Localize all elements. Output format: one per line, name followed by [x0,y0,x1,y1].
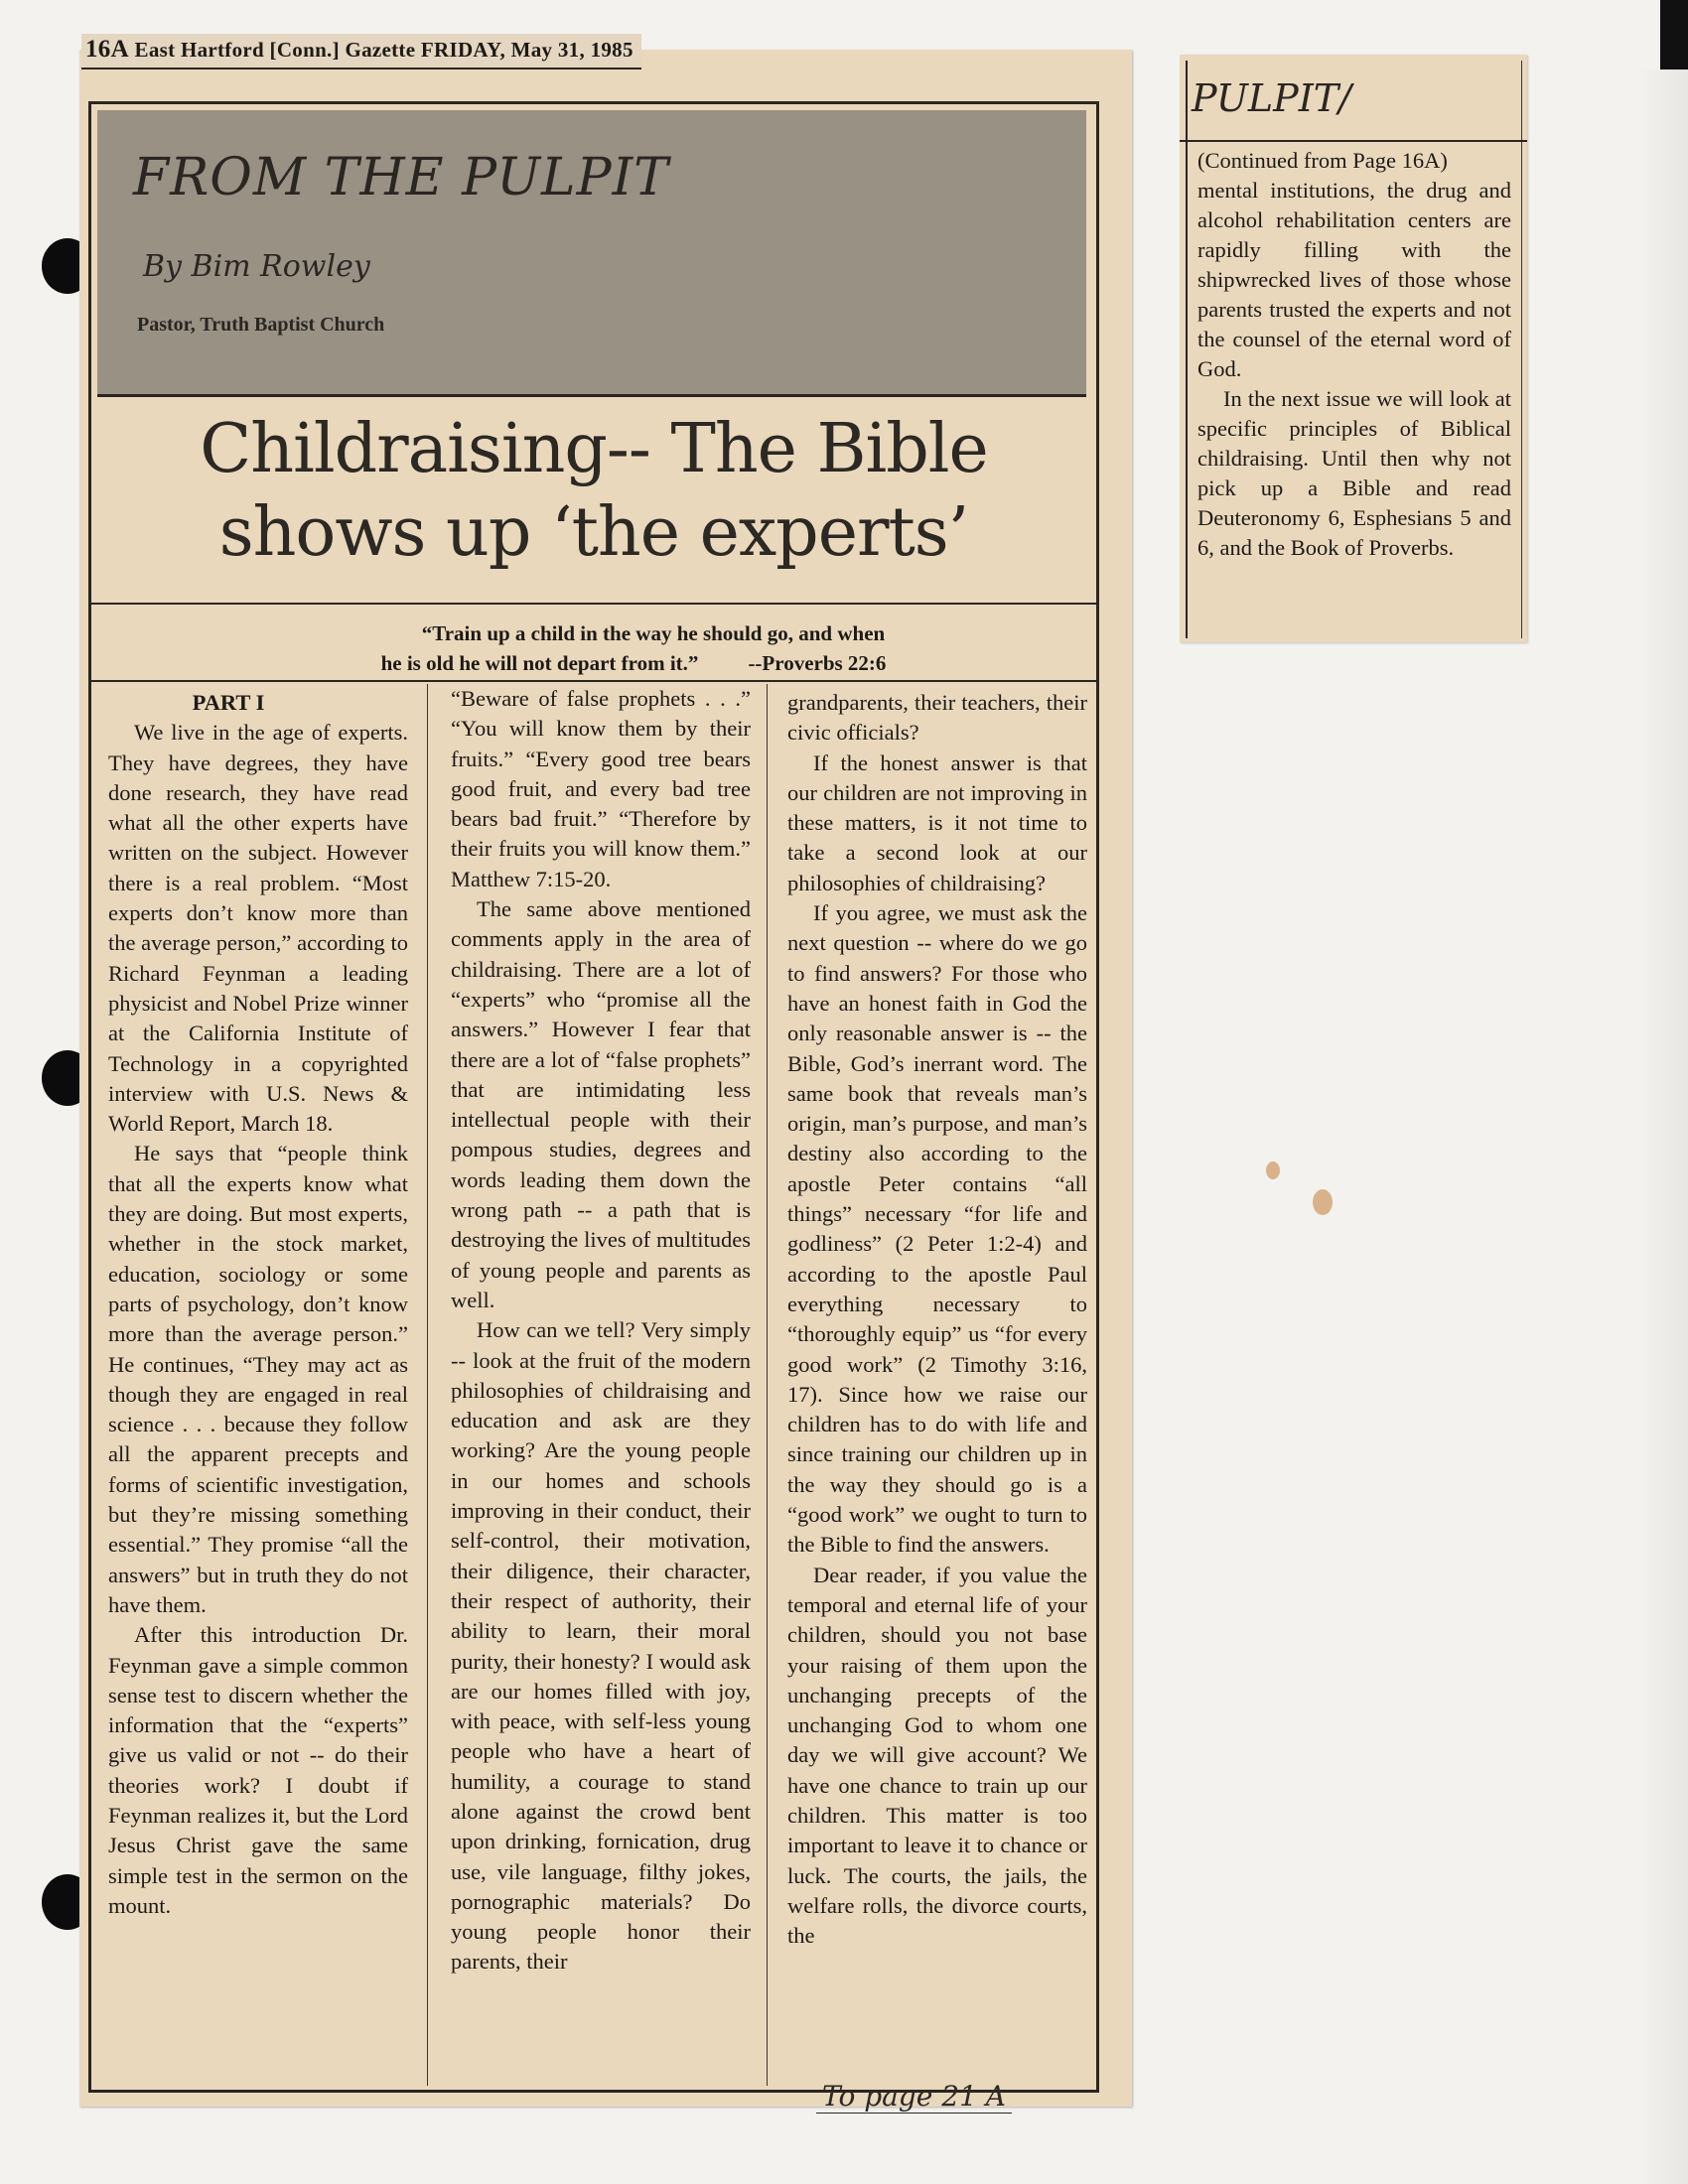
scripture-quote [91,618,1096,678]
quote-reference: --Proverbs 22:6 [748,651,887,675]
quote-line-1: “Train up a child in the way he should go, and when [421,621,886,645]
article-column-2 [451,684,751,1978]
paragraph: Dear reader, if you value the temporal and eternal life of your children, should you not base your raising of them upon the unchanging precepts of the unchanging God to whom one day we will give account? We have one chance to train up our children. This matter is too important to leave it to chance or luck. The courts, the jails, the welfare rolls, the divorce courts, the [787,1562,1087,1949]
page-edge-shadow [1660,0,1688,69]
page-edge-gradient [1638,69,1688,2184]
paragraph: We live in the age of experts. They have degrees, they have done research, they have read what all the other experts have written on the subject. However there is a real problem. “Most experts don’t know more than the average person,” according to Richard Feynman a leading physicist and Nobel Prize winner at the California Institute of Technology in a copyrighted interview with U.S. News & World Report, March 18. [108,720,408,1137]
continuation-clipping [1180,55,1527,642]
quote-line-2-text: he is old he will not depart from it.” [380,651,699,675]
paragraph: If the honest answer is that our children are not improving in these matters, is it not time to take a second look at our philosophies of childraising? [787,750,1087,895]
paragraph: “Beware of false prophets . . .” “You will know them by their fruits.” “Every good tree bears good fruit, and every bad tree bears bad fruit.” “Therefore by their fruits you will know them.” Matthew 7:15-20. [451,686,751,891]
headline-line-2: shows up ‘the experts’ [218,493,969,572]
paragraph: In the next issue we will look at specific principles of Biblical childraising. Until then why not pick up a Bible and read Deuteronomy 6, Esphesians 5 and 6, and the Book of Proverbs. [1197,386,1511,560]
paragraph: If you agree, we must ask the next question -- where do we go to find answers? For those who have an honest faith in God the only reasonable answer is -- the Bible, God’s inerrant word. The same book that reveals man’s origin, man’s purpose, and man’s destiny also according to the apostle Peter contains “all things” necessary “for life and godliness” (2 Peter 1:2-4) and according to the apostle Paul everything necessary to “thoroughly equip” us “for every good work” (2 Timothy 3:16, 17). Since how we raise our children has to do with life and since training our children up in the way they should go is a “good work” we ought to turn to the Bible to find the answers. [787,900,1087,1558]
page-number: 16A [85,36,129,63]
dateline [81,34,641,69]
paragraph: mental institutions, the drug and alcohol rehabilitation centers are rapidly filling with the shipwrecked lives of those whose parents trusted the experts and not the counsel of the eternal word of God. [1197,178,1511,381]
continuation-body [1197,146,1511,563]
main-clipping [79,36,1132,2113]
part-heading: PART I [192,690,265,715]
paragraph: He says that “people think that all the experts know what they are doing. But most experts, whether in the stock market, education, sociology or some parts of psychology, don’t know more than the average person.” He continues, “They may act as though they are engaged in real science . . . because they follow all the apparent precepts and forms of scientific investigation, but they’re missing something essential.” They promise “all the answers” but in truth they do not have them. [108,1141,408,1617]
masthead [97,110,1086,397]
author-role: Pastor, Truth Baptist Church [137,314,385,336]
dateline-text: East Hartford [Conn.] Gazette FRIDAY, May 31, 1985 [134,38,633,62]
quote-rule-bottom [91,680,1096,682]
continuation-rule [1180,140,1527,142]
headline-line-1: Childraising-- The Bible [200,410,988,488]
paragraph: How can we tell? Very simply -- look at the fruit of the modern philosophies of childraising and education and ask are they working? Are the young people in our homes and schools improving in their conduct, their self-control, their motivation, their diligence, their character, their respect of authority, their ability to learn, their moral purity, their honesty? I would ask are our homes filled with joy, with peace, with self-less young people who have a heart of humility, a courage to stand alone against the crowd bent upon drinking, fornication, drug use, vile language, filthy jokes, pornographic materials? Do young people honor their parents, their [451,1317,751,1975]
paper-stain [1313,1189,1333,1215]
column-divider-1 [427,684,428,2086]
paragraph: grandparents, their teachers, their civic officials? [787,690,1087,746]
article-column-1 [108,688,408,1921]
continuation-title: PULPIT/ [1192,76,1351,120]
column-title: FROM THE PULPIT [133,148,669,207]
paragraph: The same above mentioned comments apply in the area of childraising. There are a lot of “experts” who “promise all the answers.” However I fear that there are a lot of “false prophets” that are intimidating less intellectual people with their pompous studies, degrees and words leading them down the wrong path -- a path that is destroying the lives of multitudes of young people and parents as well. [451,896,751,1312]
quote-rule-top [91,603,1096,605]
continued-from: (Continued from Page 16A) [1197,148,1448,173]
article-frame [88,101,1099,2113]
paper-stain [1266,1161,1280,1179]
paragraph: After this introduction Dr. Feynman gave a simple common sense test to discern whether the information that the “experts” give us valid or not -- do their theories work? I doubt if Feynman realizes it, but the Lord Jesus Christ gave the same simple test in the sermon on the mount. [108,1622,408,1918]
column-divider-2 [767,684,768,2086]
byline: By Bim Rowley [143,249,370,284]
headline [91,408,1096,575]
quote-line-2 [91,648,1096,678]
article-column-3 [787,688,1087,1951]
handwritten-note: To page 21 A [816,2080,1012,2114]
